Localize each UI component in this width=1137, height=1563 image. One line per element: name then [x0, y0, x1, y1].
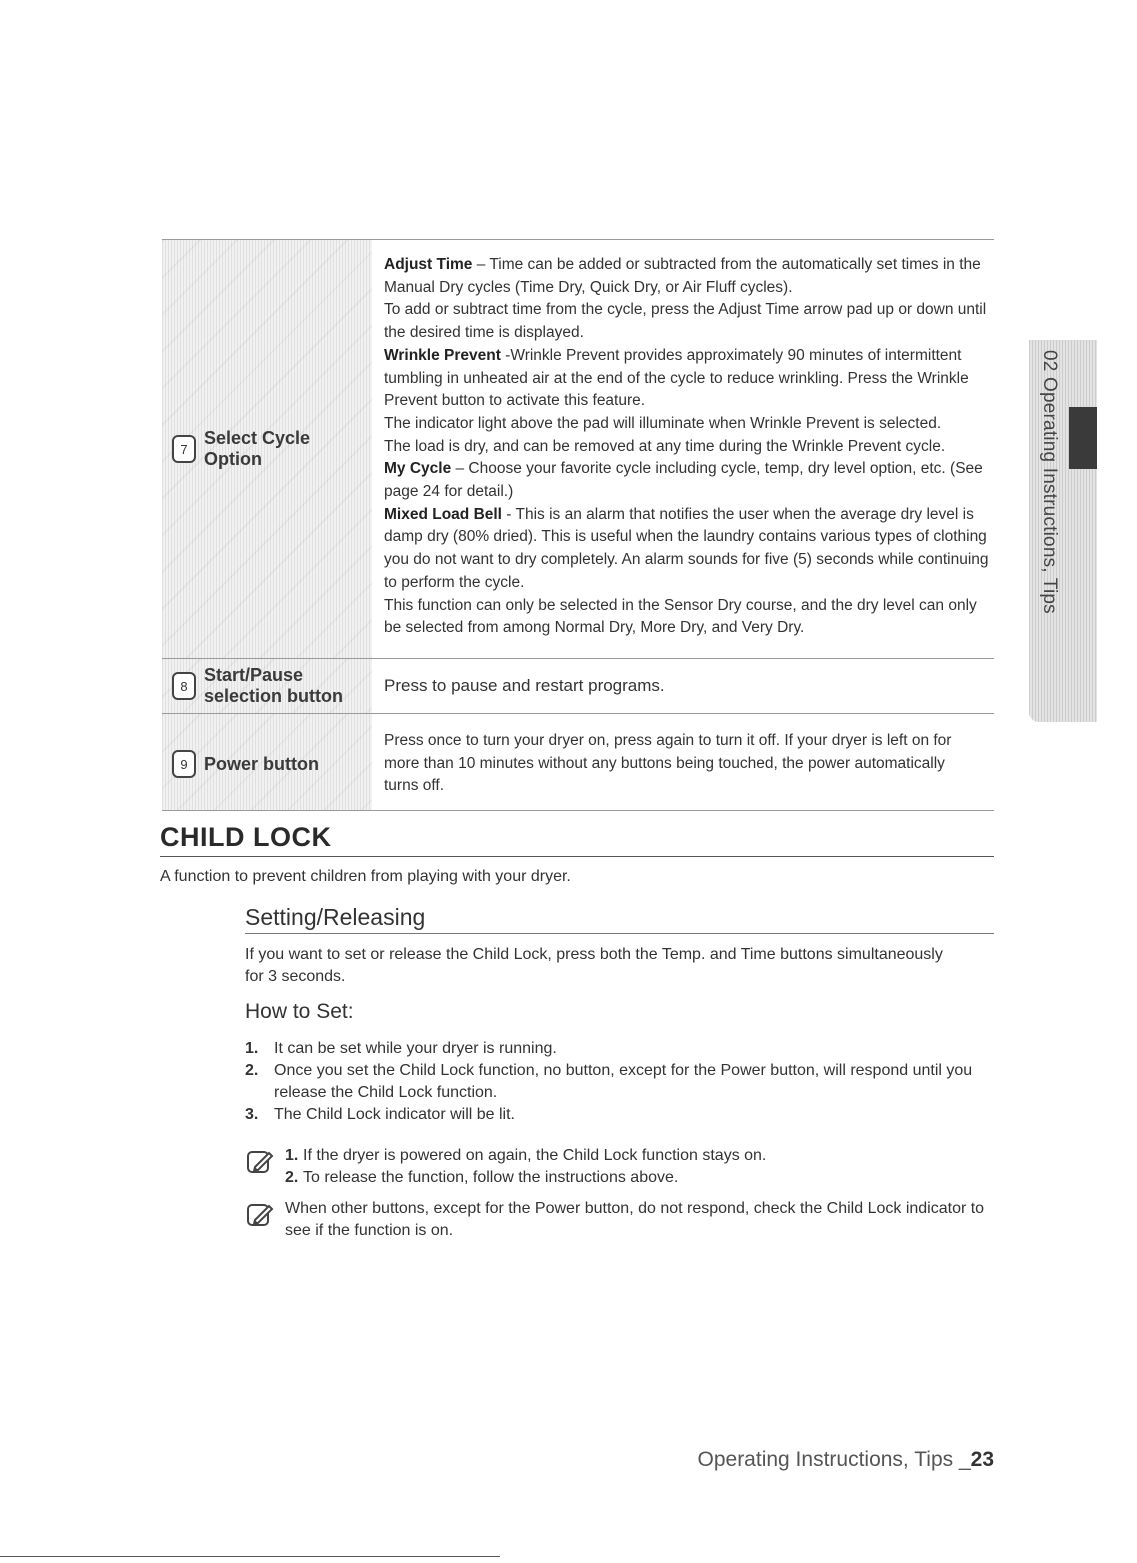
feature-paragraph: This function can only be selected in the Sensor Dry course, and the dry level can only be selected from among Normal Dry, More Dry, and Very Dry.	[384, 596, 977, 637]
feature-table	[162, 239, 994, 811]
subsection-divider	[245, 933, 994, 934]
feature-description	[372, 714, 954, 810]
feature-paragraph: Press to pause and restart programs.	[384, 676, 665, 695]
feature-label-line: Start/Pause	[204, 665, 304, 685]
feature-number-badge: 7	[172, 435, 196, 463]
list-item: 2. To release the function, follow the instructions above.	[285, 1169, 679, 1186]
feature-description	[372, 240, 994, 658]
list-item: 1. It can be set while your dryer is running.	[245, 1040, 557, 1057]
subsection-title: Setting/Releasing	[245, 904, 426, 930]
feature-description	[372, 659, 994, 713]
note-pencil-icon	[245, 1147, 275, 1177]
section-title: CHILD LOCK	[160, 822, 332, 852]
feature-paragraph: Wrinkle Prevent -Wrinkle Prevent provides approximately 90 minutes of intermittent tumbling in unheated air at the end of the cycle to reduce wrinkling. Press the Wrinkle Prevent button to activate this feature.	[384, 346, 969, 410]
subsection-description: If you want to set or release the Child Lock, press both the Temp. and Time buttons simultaneously for 3 seconds.	[245, 946, 943, 985]
feature-label-line: Option	[204, 449, 262, 469]
feature-number-badge: 9	[172, 750, 196, 778]
steps-list	[245, 1038, 985, 1126]
list-item: 3. The Child Lock indicator will be lit.	[245, 1106, 515, 1123]
feature-paragraph: Adjust Time – Time can be added or subtracted from the automatically set times in the Manual Dry cycles (Time Dry, Quick Dry, or Air Fluff cycles).	[384, 256, 981, 296]
note-block	[245, 1145, 985, 1189]
list-item: 2. Once you set the Child Lock function, no button, except for the Power button, will respond until you release the Child Lock function.	[245, 1062, 973, 1101]
page-footer	[698, 1448, 995, 1472]
side-tab-marker	[1069, 407, 1097, 469]
feature-label-cell	[162, 714, 372, 810]
section-intro: A function to prevent children from playing with your dryer.	[160, 868, 571, 885]
feature-label-line: Select Cycle	[204, 428, 311, 448]
note-text: When other buttons, except for the Power button, do not respond, check the Child Lock indicator to see if the function is on.	[285, 1200, 985, 1239]
feature-number-badge: 8	[172, 672, 196, 700]
feature-paragraph: The load is dry, and can be removed at any time during the Wrinkle Prevent cycle.	[384, 437, 946, 455]
page-number: 23	[970, 1448, 994, 1471]
chapter-side-tab	[1029, 340, 1097, 722]
feature-paragraph: Mixed Load Bell - This is an alarm that notifies the user when the average dry level is damp dry (80% dried). This is useful when the laundry contains various types of clothing you do not want to dry completely. An alarm sounds for five (5) seconds while continuing to perform the cycle.	[384, 505, 989, 591]
feature-row-power-button	[162, 714, 994, 811]
feature-row-select-cycle-option	[162, 239, 994, 659]
feature-row-start-pause	[162, 659, 994, 714]
feature-label-line: Power button	[204, 753, 319, 774]
side-tab-label: 02 Operating Instructions, Tips	[1039, 350, 1060, 614]
feature-paragraph: The indicator light above the pad will illuminate when Wrinkle Prevent is selected.	[384, 414, 942, 432]
feature-label-line: selection button	[204, 686, 343, 706]
how-to-set-heading: How to Set:	[245, 1000, 354, 1023]
note-pencil-icon	[245, 1200, 275, 1230]
feature-paragraph: My Cycle – Choose your favorite cycle including cycle, temp, dry level option, etc. (See page 24 for detail.)	[384, 460, 983, 501]
feature-label-cell	[162, 659, 372, 713]
note-block	[245, 1198, 985, 1242]
footer-section: Operating Instructions, Tips _	[697, 1448, 971, 1471]
section-divider	[160, 856, 994, 857]
list-item: 1. If the dryer is powered on again, the Child Lock function stays on.	[285, 1147, 767, 1164]
feature-paragraph: To add or subtract time from the cycle, press the Adjust Time arrow pad up or down until the desired time is displayed.	[384, 301, 987, 342]
feature-paragraph: Press once to turn your dryer on, press again to turn it off. If your dryer is left on for more than 10 minutes without any buttons being touched, the power automatically turns off.	[384, 732, 952, 795]
feature-label-cell	[162, 240, 372, 658]
bottom-rule	[0, 1556, 500, 1557]
